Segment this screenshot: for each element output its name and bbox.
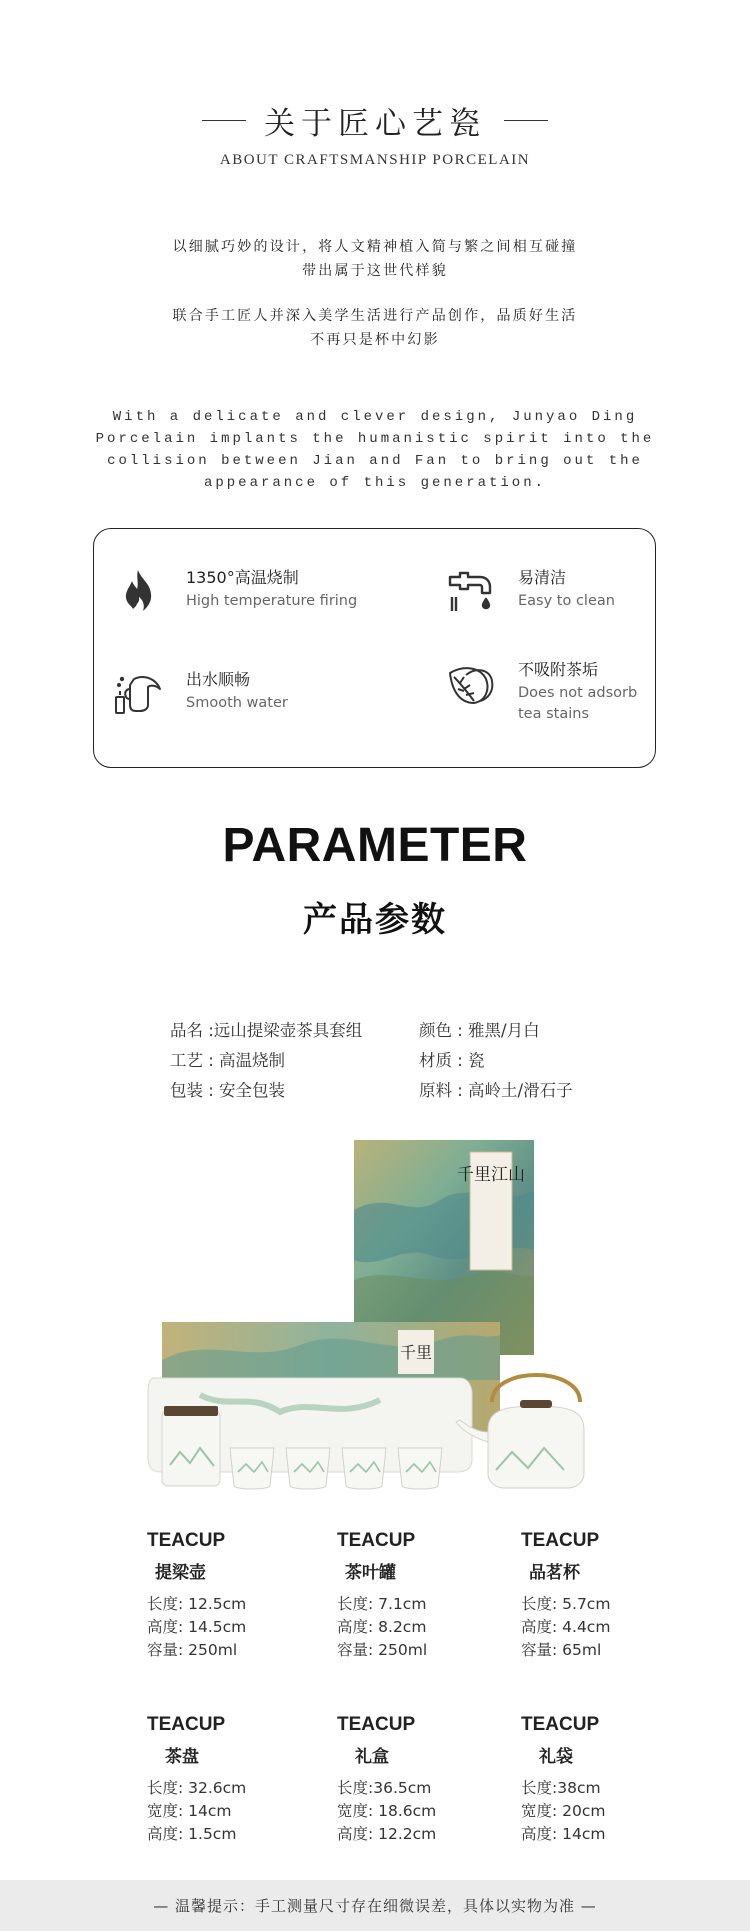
dim-label-cn: 茶盘 bbox=[165, 1747, 199, 1767]
spec-color: 颜色 : 雅黑/月白 bbox=[419, 1021, 540, 1040]
flame-icon bbox=[114, 567, 164, 617]
dim-label-cn: 礼盒 bbox=[355, 1747, 389, 1767]
intro-en-line2: Porcelain implants the humanistic spirit into the bbox=[95, 431, 655, 447]
dimension-tea-caddy bbox=[337, 1530, 427, 1662]
leaf-icon bbox=[446, 659, 496, 709]
dim-value: 容量: 65ml bbox=[521, 1641, 602, 1659]
intro-english bbox=[0, 406, 750, 494]
feature-box bbox=[93, 528, 656, 768]
footer-notice: — 温馨提示：手工测量尺寸存在细微误差，具体以实物为准 — bbox=[0, 1880, 750, 1931]
spec-craft: 工艺 : 高温烧制 bbox=[170, 1051, 286, 1070]
intro-p1-line1: 以细腻巧妙的设计，将人文精神植入简与繁之间相互碰撞 bbox=[172, 239, 578, 255]
feature-no-stains bbox=[446, 659, 637, 725]
intro-p1-line2: 带出属于这世代样貌 bbox=[302, 263, 448, 279]
intro-paragraph-1 bbox=[0, 235, 750, 283]
dim-label-en: TEACUP bbox=[337, 1530, 416, 1551]
tray-box-label: 千里 bbox=[399, 1343, 433, 1362]
spec-package: 包装 : 安全包装 bbox=[170, 1081, 286, 1100]
dim-value: 宽度: 14cm bbox=[147, 1802, 232, 1820]
dim-value: 高度: 4.4cm bbox=[521, 1618, 611, 1636]
feature-subtitle-line1: Does not adsorb bbox=[518, 685, 638, 701]
title-dash-left bbox=[202, 120, 246, 121]
specs-left bbox=[170, 1016, 362, 1106]
feature-easy-clean bbox=[446, 567, 615, 617]
dim-value: 宽度: 18.6cm bbox=[337, 1802, 437, 1820]
dim-value: 长度: 5.7cm bbox=[521, 1595, 611, 1613]
dim-label-en: TEACUP bbox=[521, 1530, 600, 1551]
teapot-pour-icon bbox=[114, 669, 164, 719]
faucet-icon bbox=[446, 567, 496, 617]
dim-value: 高度: 12.2cm bbox=[337, 1825, 437, 1843]
spec-material: 材质 : 瓷 bbox=[419, 1051, 485, 1070]
dim-value: 长度: 7.1cm bbox=[337, 1595, 427, 1613]
dim-value: 高度: 8.2cm bbox=[337, 1618, 427, 1636]
feature-title: 易清洁 bbox=[518, 568, 567, 587]
dim-label-en: TEACUP bbox=[521, 1714, 600, 1735]
title-cn: 关于匠心艺瓷 bbox=[264, 105, 486, 142]
feature-title: 1350°高温烧制 bbox=[186, 568, 299, 587]
dim-value: 长度: 32.6cm bbox=[147, 1779, 247, 1797]
dimension-gift-bag bbox=[521, 1714, 606, 1846]
gift-box-label: 千里江山 bbox=[457, 1165, 525, 1185]
title-en: ABOUT CRAFTSMANSHIP PORCELAIN bbox=[219, 152, 531, 168]
feature-title: 出水顺畅 bbox=[186, 670, 251, 689]
dimension-teapot bbox=[147, 1530, 246, 1662]
dimension-gift-box bbox=[337, 1714, 436, 1846]
dim-value: 宽度: 20cm bbox=[521, 1802, 606, 1820]
dim-value: 长度: 12.5cm bbox=[147, 1595, 247, 1613]
intro-p2-line1: 联合手工匠人并深入美学生活进行产品创作，品质好生活 bbox=[172, 308, 578, 324]
feature-subtitle: Smooth water bbox=[186, 695, 288, 711]
feature-high-temp bbox=[114, 567, 357, 617]
parameter-title-en: PARAMETER bbox=[222, 819, 528, 872]
spec-name: 品名 :远山提梁壶茶具套组 bbox=[170, 1021, 363, 1040]
dim-label-en: TEACUP bbox=[337, 1714, 416, 1735]
feature-subtitle-line2: tea stains bbox=[518, 706, 589, 722]
dim-value: 高度: 14cm bbox=[521, 1825, 606, 1843]
feature-subtitle: High temperature firing bbox=[186, 593, 358, 609]
title-dash-right bbox=[504, 120, 548, 121]
parameter-title-cn: 产品参数 bbox=[303, 900, 447, 940]
tea-caddy bbox=[162, 1406, 220, 1486]
section-title bbox=[0, 100, 750, 140]
product-image bbox=[140, 1130, 590, 1500]
spec-raw: 原料 : 高岭土/滑石子 bbox=[419, 1081, 573, 1100]
intro-en-line4: appearance of this generation. bbox=[203, 475, 547, 491]
dim-value: 长度:38cm bbox=[521, 1779, 601, 1797]
dimension-tea-cup bbox=[521, 1530, 610, 1662]
dimension-tray bbox=[147, 1714, 246, 1846]
feature-smooth-water bbox=[114, 669, 288, 719]
dim-value: 长度:36.5cm bbox=[337, 1779, 432, 1797]
dim-label-cn: 礼袋 bbox=[539, 1747, 573, 1767]
dim-label-cn: 茶叶罐 bbox=[345, 1563, 396, 1583]
dim-label-cn: 品茗杯 bbox=[529, 1563, 580, 1583]
dim-label-en: TEACUP bbox=[147, 1530, 226, 1551]
intro-p2-line2: 不再只是杯中幻影 bbox=[310, 332, 440, 348]
dim-value: 高度: 14.5cm bbox=[147, 1618, 247, 1636]
dim-label-en: TEACUP bbox=[147, 1714, 226, 1735]
intro-en-line3: collision between Jian and Fan to bring out the bbox=[107, 453, 643, 469]
dim-value: 容量: 250ml bbox=[337, 1641, 428, 1659]
dim-value: 容量: 250ml bbox=[147, 1641, 238, 1659]
dim-value: 高度: 1.5cm bbox=[147, 1825, 237, 1843]
feature-title: 不吸附茶垢 bbox=[518, 660, 599, 679]
specs-right bbox=[419, 1016, 573, 1106]
feature-subtitle: Easy to clean bbox=[518, 593, 615, 609]
intro-en-line1: With a delicate and clever design, Junyao Ding bbox=[112, 409, 638, 425]
dim-label-cn: 提梁壶 bbox=[155, 1563, 206, 1583]
intro-paragraph-2 bbox=[0, 304, 750, 352]
